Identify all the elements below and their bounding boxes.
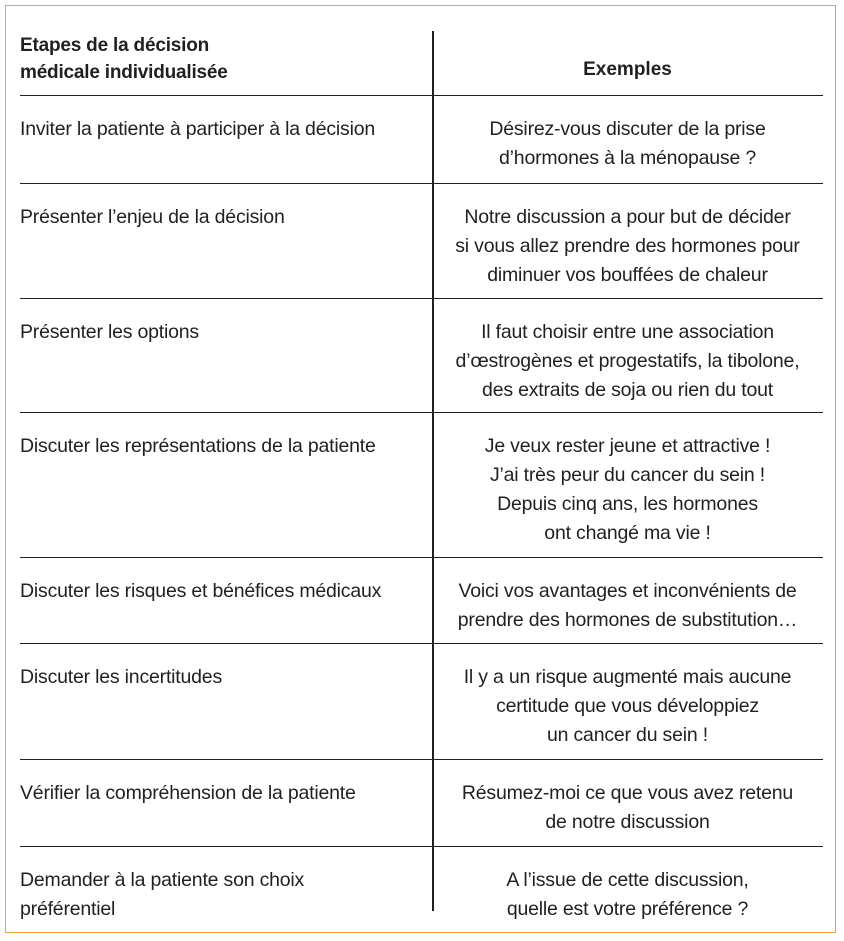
step-line: préférentiel [20, 898, 116, 920]
example-line: Notre discussion a pour but de décider [464, 206, 791, 228]
table-row [20, 558, 823, 644]
table-row [20, 96, 823, 184]
example-line: Résumez-moi ce que vous avez retenu [461, 782, 794, 804]
step-cell [20, 866, 425, 924]
example-line: un cancer du sein ! [547, 724, 708, 746]
example-line: J’ai très peur du cancer du sein ! [489, 464, 766, 486]
step-cell [20, 115, 425, 144]
table-row [20, 413, 823, 558]
example-line: de notre discussion [545, 811, 710, 833]
step-line: Vérifier la compréhension de la patiente [20, 782, 356, 804]
decision-steps-table [20, 31, 823, 927]
table-row [20, 760, 823, 847]
step-line: Discuter les incertitudes [20, 666, 222, 688]
example-line: Désirez-vous discuter de la prise [489, 118, 766, 140]
step-line: Discuter les risques et bénéfices médicaux [20, 580, 382, 602]
column-divider [432, 31, 434, 911]
example-line: A l’issue de cette discussion, [506, 869, 749, 891]
step-cell [20, 432, 425, 461]
example-line: Je veux rester jeune et attractive ! [484, 435, 771, 457]
example-line: quelle est votre préférence ? [506, 898, 749, 920]
header-examples: Exemples [583, 59, 672, 80]
example-line: des extraits de soja ou rien du tout [482, 379, 773, 401]
table-row [20, 847, 823, 927]
table-row [20, 184, 823, 299]
example-cell [432, 318, 823, 405]
table-row [20, 644, 823, 760]
example-cell [432, 203, 823, 290]
step-line: Présenter l’enjeu de la décision [20, 206, 285, 228]
step-cell [20, 577, 425, 606]
example-line: ont changé ma vie ! [544, 522, 711, 544]
example-line: si vous allez prendre des hormones pour [455, 235, 800, 257]
step-line: Inviter la patiente à participer à la décision [20, 118, 376, 140]
step-cell [20, 779, 425, 808]
header-steps-line: médicale individualisée [20, 62, 228, 83]
example-line: diminuer vos bouffées de chaleur [487, 264, 768, 286]
example-line: certitude que vous développiez [496, 695, 759, 717]
header-steps [20, 32, 420, 86]
example-cell [432, 432, 823, 548]
example-line: Il faut choisir entre une association [481, 321, 774, 343]
step-line: Présenter les options [20, 321, 199, 343]
example-line: d’hormones à la ménopause ? [499, 147, 756, 169]
example-line: Voici vos avantages et inconvénients de [458, 580, 797, 602]
step-line: Discuter les représentations de la patiente [20, 435, 376, 457]
example-line: d’œstrogènes et progestatifs, la tibolone, [455, 350, 800, 372]
example-cell [432, 577, 823, 635]
example-cell [432, 115, 823, 173]
step-cell [20, 318, 425, 347]
step-cell [20, 203, 425, 232]
example-line: prendre des hormones de substitution… [457, 609, 798, 631]
example-line: Depuis cinq ans, les hormones [497, 493, 758, 515]
example-cell [432, 866, 823, 924]
example-line: Il y a un risque augmenté mais aucune [463, 666, 792, 688]
example-cell [432, 663, 823, 750]
table-row [20, 299, 823, 413]
header-steps-line: Etapes de la décision [20, 35, 210, 56]
table-header-row [20, 31, 823, 96]
step-cell [20, 663, 425, 692]
example-cell [432, 779, 823, 837]
step-line: Demander à la patiente son choix [20, 869, 305, 891]
